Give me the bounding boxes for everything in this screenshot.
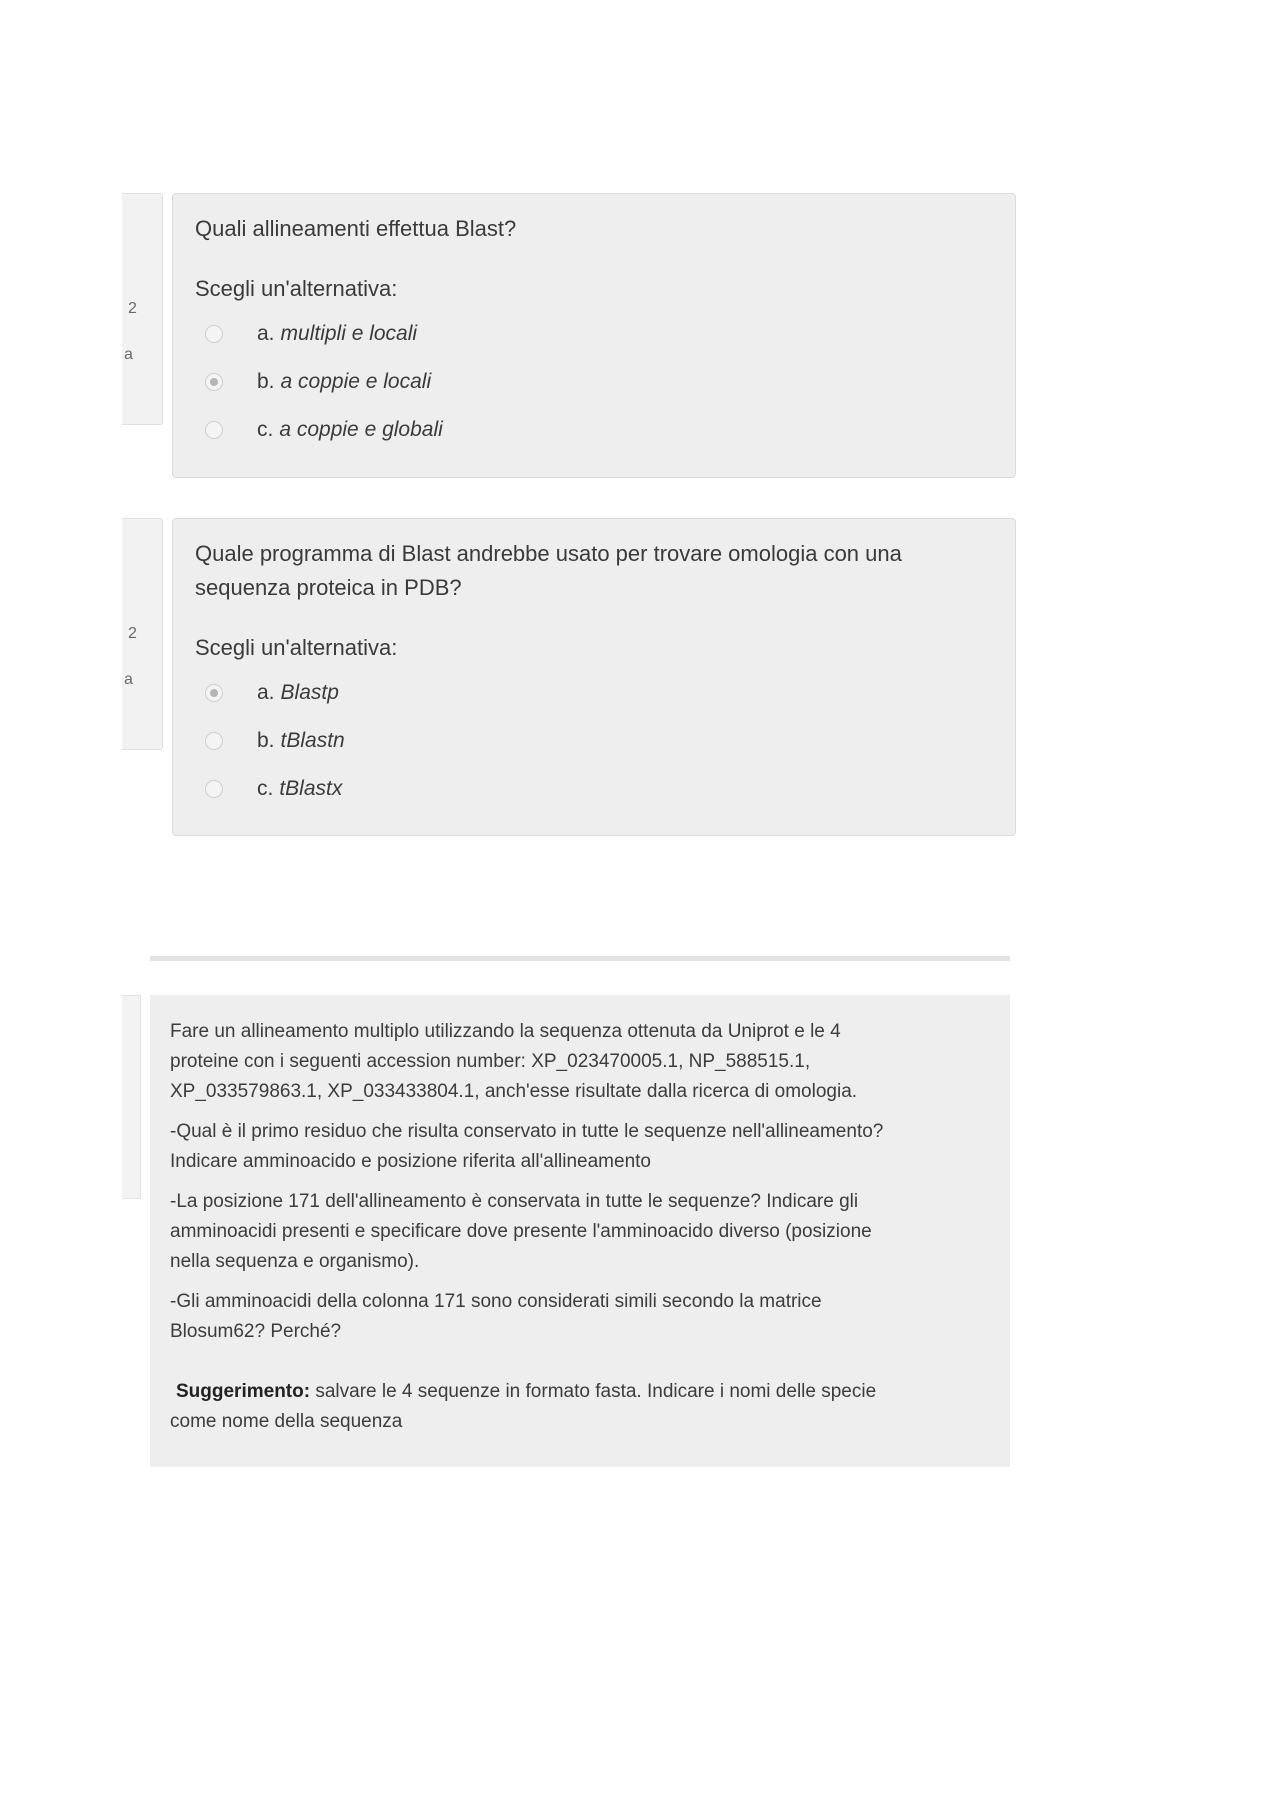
question-2-info-tab [122,518,163,750]
question-2-option-c[interactable]: c. tBlastx [195,765,993,813]
exercise-info-tab [122,995,141,1199]
question-1-prompt: Scegli un'alternativa: [195,276,398,301]
radio-button[interactable] [205,732,223,750]
question-1-text: Quali allineamenti effettua Blast? [195,216,517,241]
question-1-option-b[interactable]: b. a coppie e locali [195,358,993,406]
question-1-side-fragment: a [124,346,133,363]
exercise-paragraph-3: -La posizione 171 dell'allineamento è conservata in tutte le sequenze? Indicare gli amminoacidi presenti e specificare dove presente l'amminoacido diverso (posizione nella sequenza e organismo). [170,1191,872,1272]
exercise-paragraph-2: -Qual è il primo residuo che risulta conservato in tutte le sequenze nell'allineamento? Indicare amminoacido e posizione riferita all'allineamento [170,1121,884,1172]
question-1-info-tab [122,193,163,425]
question-2-option-b[interactable]: b. tBlastn [195,717,993,765]
question-1-option-a[interactable]: a. multipli e locali [195,310,993,358]
question-1-card [172,193,1016,478]
radio-button-selected[interactable] [205,373,223,391]
radio-button[interactable] [205,325,223,343]
section-divider [150,956,1010,961]
exercise-description [150,995,1010,1467]
question-2-prompt: Scegli un'alternativa: [195,635,398,660]
exercise-hint: Suggerimento: salvare le 4 sequenze in formato fasta. Indicare i nomi delle specie come nome della sequenza [170,1381,877,1432]
question-2-number: 2 [128,625,137,642]
radio-button-selected[interactable] [205,684,223,702]
exercise-paragraph-1: Fare un allineamento multiplo utilizzando la sequenza ottenuta da Uniprot e le 4 proteine con i seguenti accession number: XP_023470005.1, NP_588515.1, XP_033579863.1, XP_033433804.1, anch'esse risultate dalla ricerca di omologia. [170,1021,858,1102]
exercise-paragraph-4: -Gli amminoacidi della colonna 171 sono considerati simili secondo la matrice Blosum62? Perché? [170,1291,822,1342]
question-2-text-line-1: Quale programma di Blast andrebbe usato per trovare omologia con una [195,541,902,566]
question-1-number: 2 [128,300,137,317]
question-2-card [172,518,1016,836]
question-2-text-line-2: sequenza proteica in PDB? [195,575,462,600]
question-2-option-a[interactable]: a. Blastp [195,669,993,717]
hint-label: Suggerimento: [176,1381,311,1402]
question-2-side-fragment: a [124,671,133,688]
question-1-option-c[interactable]: c. a coppie e globali [195,406,993,454]
radio-button[interactable] [205,421,223,439]
radio-button[interactable] [205,780,223,798]
